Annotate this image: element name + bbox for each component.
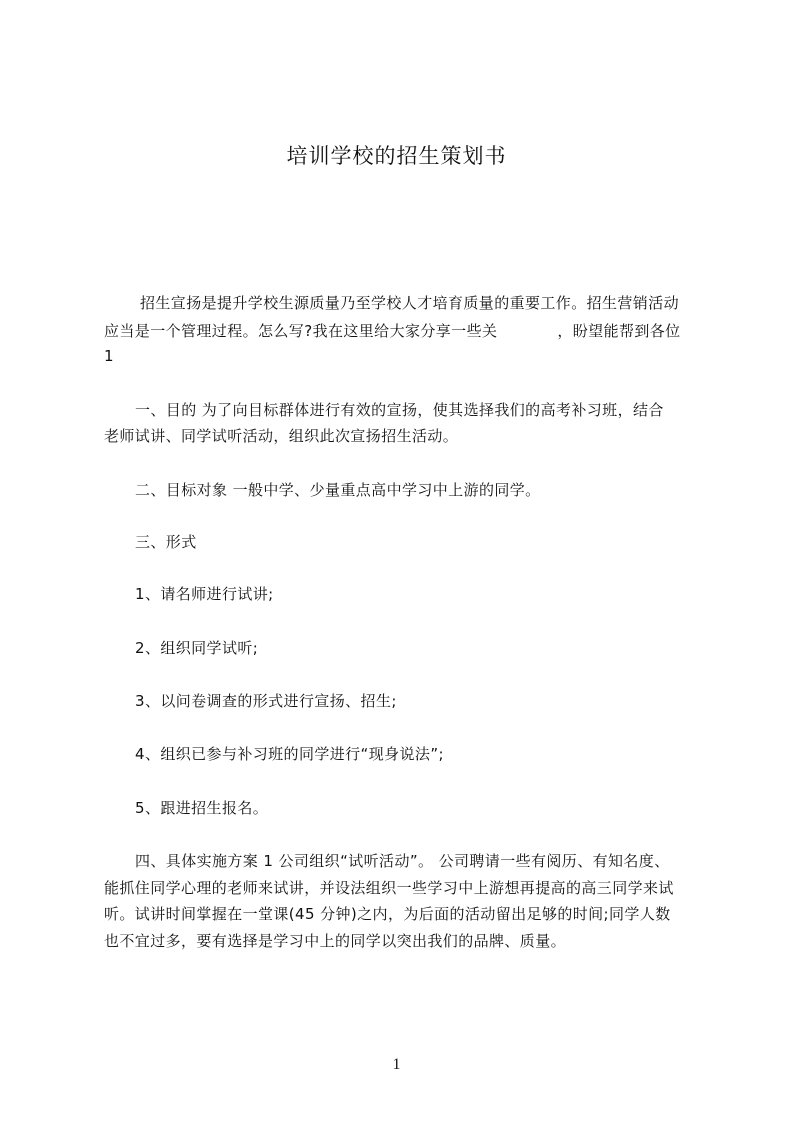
intro-line-2 xyxy=(104,320,700,342)
section1-line-2: 老师试讲、同学试听活动，组织此次宣扬招生活动。 xyxy=(104,427,459,445)
section4-line-4: 也不宜过多，要有选择是学习中上的同学以突出我们的品牌、质量。 xyxy=(104,932,567,950)
list-item: 5、跟进招生报名。 xyxy=(135,799,269,817)
list-item: 3、以问卷调查的形式进行宣扬、招生; xyxy=(135,692,397,710)
list-item: 2、组织同学试听; xyxy=(135,639,259,657)
page-number: 1 xyxy=(392,1056,401,1073)
section4-line-2: 能抓住同学心理的老师来试讲，并设法组织一些学习中上游想再提高的高三同学来试 xyxy=(104,879,674,897)
section4-line-3: 听。试讲时间掌握在一堂课(45 分钟)之内，为后面的活动留出足够的时间;同学人数 xyxy=(104,905,671,923)
intro-line-3: 1 xyxy=(104,347,114,365)
intro-line-1: 招生宣扬是提升学校生源质量乃至学校人才培育质量的重要工作。招生营销活动 xyxy=(140,294,680,312)
document-title: 培训学校的招生策划书 xyxy=(286,144,507,168)
section3-heading: 三、形式 xyxy=(135,533,197,551)
list-item: 1、请名师进行试讲; xyxy=(135,585,274,603)
section2-target-audience: 二、目标对象 一般中学、少量重点高中学习中上游的同学。 xyxy=(135,481,541,499)
intro-line-2-part-b: ，盼望能帮到各位 xyxy=(557,322,681,340)
list-item: 4、组织已参与补习班的同学进行“现身说法”; xyxy=(135,745,444,763)
section4-line-1: 四、具体实施方案 1 公司组织“试听活动”。 公司聘请一些有阅历、有知名度、 xyxy=(135,852,670,870)
section1-line-1: 一、目的 为了向目标群体进行有效的宣扬，使其选择我们的高考补习班，结合 xyxy=(135,401,664,419)
intro-line-2-part-a: 应当是一个管理过程。怎么写?我在这里给大家分享一些关 xyxy=(104,322,498,340)
